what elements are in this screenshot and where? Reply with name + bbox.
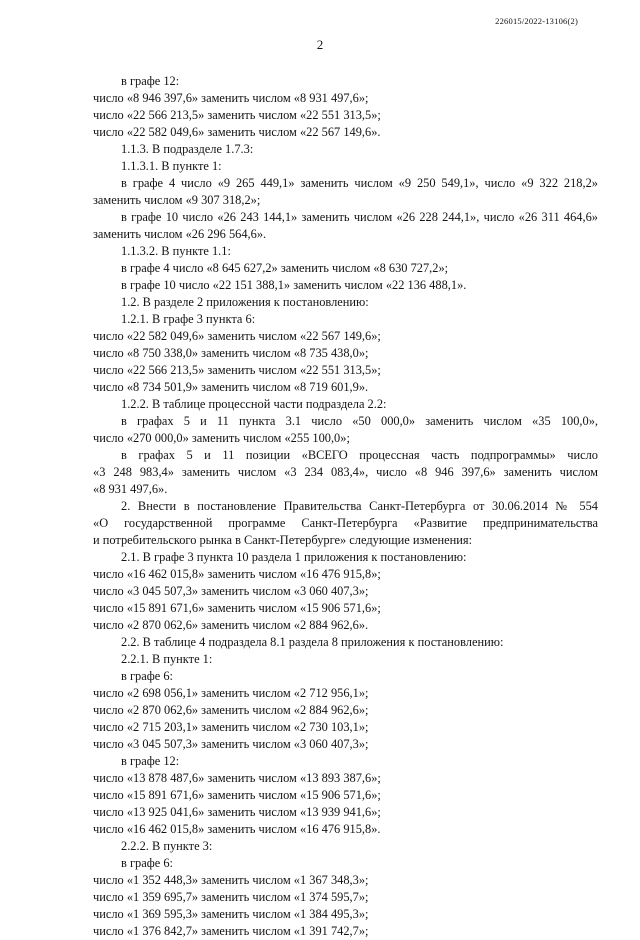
- document-line: 2.2.2. В пункте 3:: [121, 839, 213, 853]
- document-line: число «16 462 015,8» заменить числом «16 476 915,8»;: [93, 567, 381, 581]
- document-line: в графе 6:: [121, 669, 173, 683]
- document-line: число «270 000,0» заменить числом «255 100,0»;: [93, 431, 350, 445]
- document-line: и потребительского рынка в Санкт-Петербурге» следующие изменения:: [93, 533, 473, 547]
- document-line: в графе 4 число «8 645 627,2» заменить числом «8 630 727,2»;: [121, 261, 449, 275]
- document-line: число «22 566 213,5» заменить числом «22 551 313,5»;: [93, 363, 381, 377]
- document-line: число «2 870 062,6» заменить числом «2 884 962,6»;: [93, 703, 369, 717]
- document-line: 2.1. В графе 3 пункта 10 раздела 1 приложения к постановлению:: [121, 550, 467, 564]
- document-line: в графах 5 и 11 пункта 3.1 число «50 000,0» заменить числом «35 100,0»,: [121, 414, 598, 428]
- document-registration-number: 226015/2022-13106(2): [495, 16, 578, 26]
- document-line: заменить числом «9 307 318,2»;: [93, 193, 261, 207]
- document-line: 1.1.3.2. В пункте 1.1:: [121, 244, 231, 258]
- document-line: число «22 582 049,6» заменить числом «22 567 149,6»;: [93, 329, 381, 343]
- document-line: число «8 946 397,6» заменить числом «8 931 497,6»;: [93, 91, 369, 105]
- document-line: число «15 891 671,6» заменить числом «15 906 571,6»;: [93, 601, 381, 615]
- document-line: число «2 715 203,1» заменить числом «2 730 103,1»;: [93, 720, 369, 734]
- document-line: заменить числом «26 296 564,6».: [93, 227, 267, 241]
- document-line: число «8 734 501,9» заменить числом «8 719 601,9».: [93, 380, 369, 394]
- document-line: в графах 5 и 11 позиции «ВСЕГО процессная часть подпрограммы» число: [121, 448, 598, 462]
- document-line: число «1 359 695,7» заменить числом «1 374 595,7»;: [93, 890, 369, 904]
- document-line: число «16 462 015,8» заменить числом «16 476 915,8».: [93, 822, 381, 836]
- document-line: в графе 4 число «9 265 449,1» заменить числом «9 250 549,1», число «9 322 218,2»: [121, 176, 598, 190]
- document-line: число «2 698 056,1» заменить числом «2 712 956,1»;: [93, 686, 369, 700]
- document-line: 1.2.2. В таблице процессной части подраздела 2.2:: [121, 397, 387, 411]
- document-line: число «8 750 338,0» заменить числом «8 735 438,0»;: [93, 346, 369, 360]
- document-line: 1.2.1. В графе 3 пункта 6:: [121, 312, 256, 326]
- document-line: «О государственной программе Санкт-Петербурга «Развитие предпринимательства: [93, 516, 598, 530]
- page-number: 2: [316, 37, 324, 52]
- document-line: 1.1.3.1. В пункте 1:: [121, 159, 222, 173]
- document-line: число «1 352 448,3» заменить числом «1 367 348,3»;: [93, 873, 369, 887]
- document-line: 1.2. В разделе 2 приложения к постановлению:: [121, 295, 369, 309]
- document-line: число «22 566 213,5» заменить числом «22 551 313,5»;: [93, 108, 381, 122]
- document-line: в графе 10 число «26 243 144,1» заменить числом «26 228 244,1», число «26 311 464,6»: [121, 210, 598, 224]
- document-line: число «13 925 041,6» заменить числом «13 939 941,6»;: [93, 805, 381, 819]
- document-line: 2.2. В таблице 4 подраздела 8.1 раздела 8 приложения к постановлению:: [121, 635, 504, 649]
- document-line: число «3 045 507,3» заменить числом «3 060 407,3»;: [93, 737, 369, 751]
- document-line: «3 248 983,4» заменить числом «3 234 083,4», число «8 946 397,6» заменить числом: [93, 465, 598, 479]
- document-line: число «13 878 487,6» заменить числом «13 893 387,6»;: [93, 771, 381, 785]
- document-line: число «1 369 595,3» заменить числом «1 384 495,3»;: [93, 907, 369, 921]
- document-line: в графе 10 число «22 151 388,1» заменить числом «22 136 488,1».: [121, 278, 467, 292]
- document-line: число «2 870 062,6» заменить числом «2 884 962,6».: [93, 618, 369, 632]
- document-line: в графе 12:: [121, 754, 180, 768]
- document-line: число «3 045 507,3» заменить числом «3 060 407,3»;: [93, 584, 369, 598]
- document-line: в графе 6:: [121, 856, 173, 870]
- document-line: 2.2.1. В пункте 1:: [121, 652, 213, 666]
- document-body: [93, 73, 598, 940]
- document-line: число «15 891 671,6» заменить числом «15 906 571,6»;: [93, 788, 381, 802]
- document-line: в графе 12:: [121, 74, 180, 88]
- document-line: 1.1.3. В подразделе 1.7.3:: [121, 142, 254, 156]
- document-line: число «1 376 842,7» заменить числом «1 391 742,7»;: [93, 924, 369, 938]
- document-line: «8 931 497,6».: [93, 482, 168, 496]
- document-line: 2. Внести в постановление Правительства Санкт-Петербурга от 30.06.2014 № 554: [121, 499, 598, 513]
- document-line: число «22 582 049,6» заменить числом «22 567 149,6».: [93, 125, 381, 139]
